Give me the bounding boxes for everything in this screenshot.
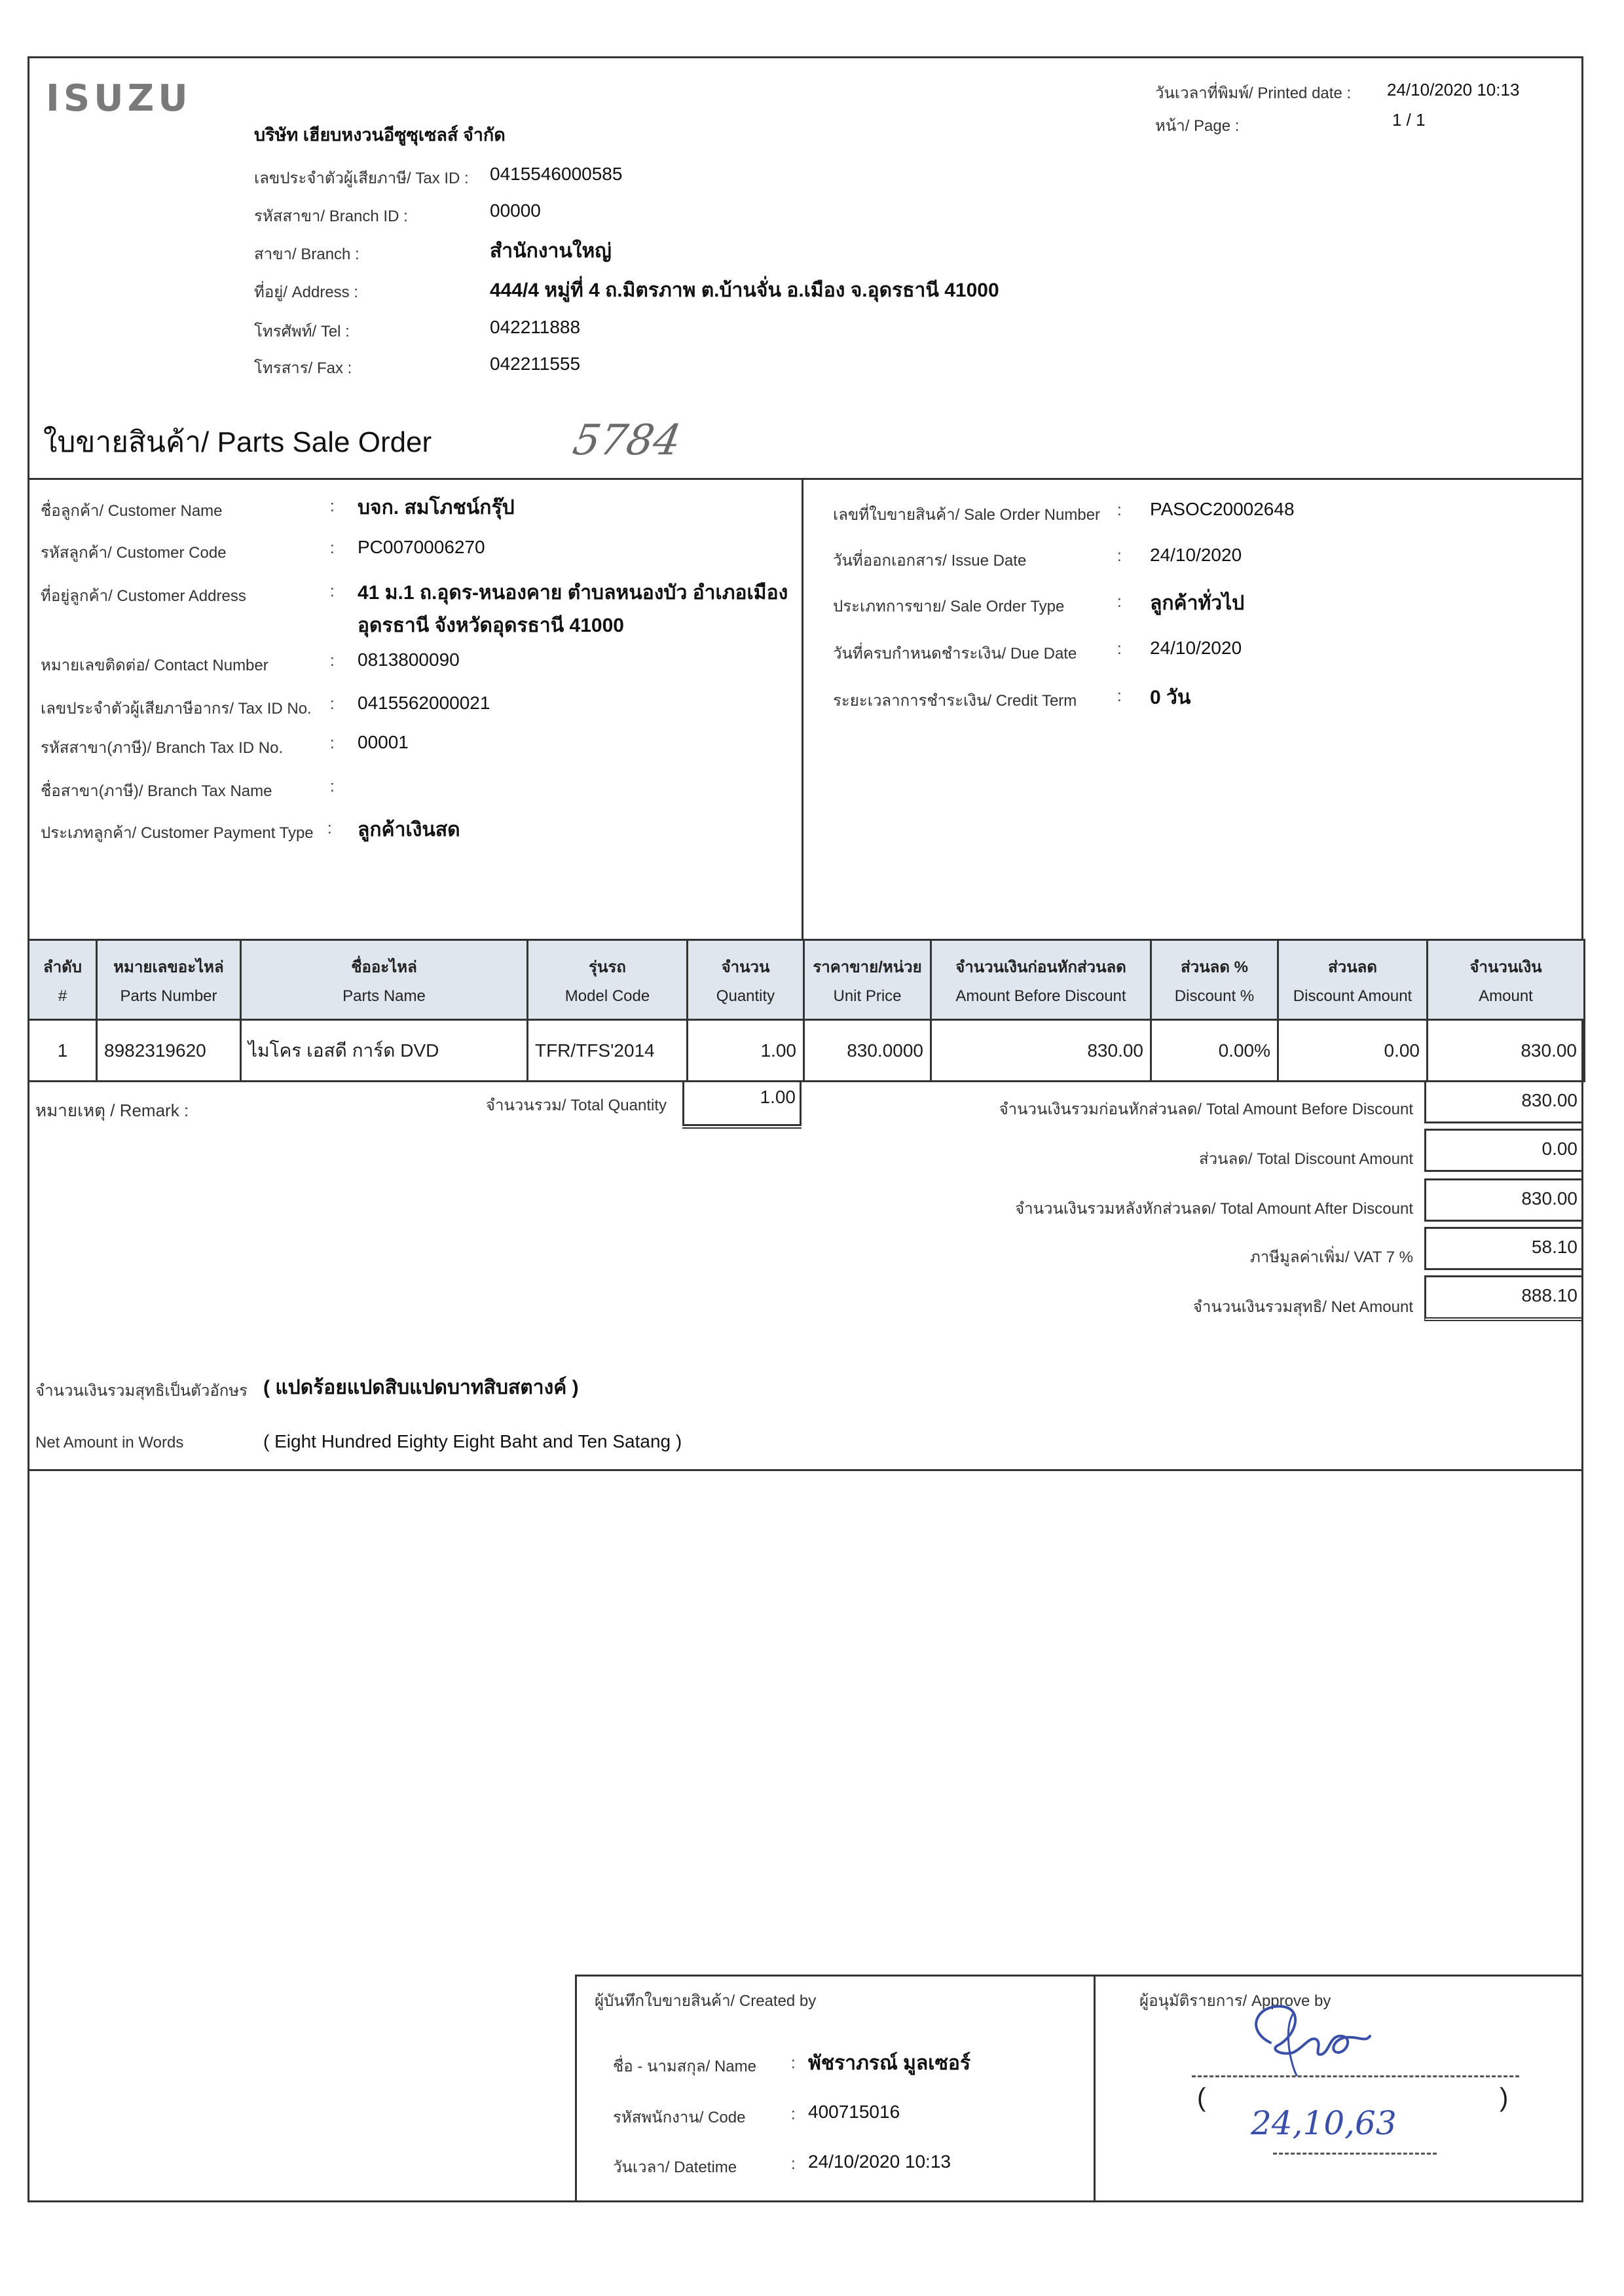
cell-amount: 830.00 xyxy=(1428,1020,1585,1082)
branch-id-value: 00000 xyxy=(490,200,541,221)
colon: : xyxy=(327,820,332,837)
branch-label: สาขา/ Branch : xyxy=(254,246,360,263)
customer-tax-id-label: เลขประจำตัวผู้เสียภาษีอากร/ Tax ID No. xyxy=(41,700,312,718)
close-paren: ) xyxy=(1500,2083,1509,2112)
branch-tax-id-label: รหัสสาขา(ภาษี)/ Branch Tax ID No. xyxy=(41,739,284,757)
address-value: 444/4 หมู่ที่ 4 ถ.มิตรภาพ ต.บ้านจั่น อ.เมือง จ.อุดรธานี 41000 xyxy=(490,280,999,301)
table-header-row xyxy=(29,940,1585,1020)
customer-code-value: PC0070006270 xyxy=(358,537,485,557)
vat-value: 58.10 xyxy=(1424,1227,1583,1270)
colon: : xyxy=(1117,501,1122,519)
order-number-value: PASOC20002648 xyxy=(1150,499,1295,519)
credit-term-value: 0 วัน xyxy=(1150,687,1191,708)
colon: : xyxy=(1117,547,1122,565)
colon: : xyxy=(330,498,335,515)
address-label: ที่อยู่/ Address : xyxy=(254,283,359,301)
amount-words-en: ( Eight Hundred Eighty Eight Baht and Ten Satang ) xyxy=(263,1431,682,1451)
total-discount-label: ส่วนลด/ Total Discount Amount xyxy=(1199,1150,1413,1168)
approve-by-title: ผู้อนุมัติรายการ/ Approve by xyxy=(1139,1992,1331,2010)
tax-id-value: 0415546000585 xyxy=(490,164,623,184)
colon: : xyxy=(330,695,335,713)
creator-code-label: รหัสพนักงาน/ Code xyxy=(613,2109,746,2126)
cell-amount-before-discount: 830.00 xyxy=(931,1020,1151,1082)
colon: : xyxy=(791,2054,796,2072)
cell-discount-percent: 0.00% xyxy=(1151,1020,1278,1082)
contact-number-value: 0813800090 xyxy=(358,649,460,670)
total-quantity-label: จำนวนรวม/ Total Quantity xyxy=(485,1097,667,1114)
approval-handwritten-date: 24,10,63 xyxy=(1251,2104,1397,2142)
page-value: 1 / 1 xyxy=(1392,110,1426,130)
colon: : xyxy=(791,2155,796,2173)
total-discount-value: 0.00 xyxy=(1424,1129,1583,1172)
column-header-model-code: รุ่นรถ Model Code xyxy=(528,940,688,1020)
column-header-discount-percent: ส่วนลด % Discount % xyxy=(1151,940,1278,1020)
remark-label: หมายเหตุ / Remark : xyxy=(35,1101,189,1120)
column-header-parts-name: ชื่ออะไหล่ Parts Name xyxy=(241,940,528,1020)
tax-id-label: เลขประจำตัวผู้เสียภาษี/ Tax ID : xyxy=(254,170,469,187)
cell-quantity: 1.00 xyxy=(688,1020,804,1082)
total-before-discount-value: 830.00 xyxy=(1424,1080,1583,1123)
colon: : xyxy=(330,539,335,557)
amount-words-thai-label: จำนวนเงินรวมสุทธิเป็นตัวอักษร xyxy=(35,1382,248,1400)
due-date-value: 24/10/2020 xyxy=(1150,638,1242,658)
divider xyxy=(28,478,1583,480)
fax-label: โทรสาร/ Fax : xyxy=(254,359,352,377)
column-header-unit-price: ราคาขาย/หน่วย Unit Price xyxy=(804,940,931,1020)
colon: : xyxy=(330,778,335,795)
cell-no: 1 xyxy=(29,1020,97,1082)
column-header-amount-before-discount: จำนวนเงินก่อนหักส่วนลด Amount Before Discount xyxy=(931,940,1151,1020)
created-by-title: ผู้บันทึกใบขายสินค้า/ Created by xyxy=(595,1992,817,2010)
issue-date-label: วันที่ออกเอกสาร/ Issue Date xyxy=(833,552,1027,570)
total-after-discount-label: จำนวนเงินรวมหลังหักส่วนลด/ Total Amount After Discount xyxy=(1015,1200,1413,1218)
cell-unit-price: 830.0000 xyxy=(804,1020,931,1082)
colon: : xyxy=(791,2105,796,2123)
fax-value: 042211555 xyxy=(490,354,581,374)
cell-part-name: ไมโคร เอสดี การ์ด DVD xyxy=(241,1020,528,1082)
net-amount-value: 888.10 xyxy=(1424,1275,1583,1321)
customer-address-line2: อุดรธานี จังหวัดอุดรธานี 41000 xyxy=(358,615,624,636)
colon: : xyxy=(330,652,335,670)
branch-id-label: รหัสสาขา/ Branch ID : xyxy=(254,208,408,225)
isuzu-logo: ISUZU xyxy=(46,77,192,120)
contact-number-label: หมายเลขติดต่อ/ Contact Number xyxy=(41,657,268,674)
handwritten-number: 5784 xyxy=(569,416,685,465)
customer-address-label: ที่อยู่ลูกค้า/ Customer Address xyxy=(41,587,246,605)
divider xyxy=(28,1469,1583,1471)
sale-order-type-label: ประเภทการขาย/ Sale Order Type xyxy=(833,598,1065,615)
date-line xyxy=(1273,2153,1437,2155)
total-after-discount-value: 830.00 xyxy=(1424,1178,1583,1222)
printed-date-value: 24/10/2020 10:13 xyxy=(1387,80,1520,100)
open-paren: ( xyxy=(1197,2083,1206,2112)
column-header-amount: จำนวนเงิน Amount xyxy=(1428,940,1585,1020)
amount-words-en-label: Net Amount in Words xyxy=(35,1434,184,1451)
cell-part-number: 8982319620 xyxy=(97,1020,241,1082)
branch-tax-name-label: ชื่อสาขา(ภาษี)/ Branch Tax Name xyxy=(41,782,272,800)
issue-date-value: 24/10/2020 xyxy=(1150,545,1242,565)
colon: : xyxy=(330,735,335,752)
total-before-discount-label: จำนวนเงินรวมก่อนหักส่วนลด/ Total Amount Before Discount xyxy=(999,1101,1413,1118)
page-label: หน้า/ Page : xyxy=(1155,117,1240,135)
column-header-discount-amount: ส่วนลด Discount Amount xyxy=(1278,940,1428,1020)
payment-type-label: ประเภทลูกค้า/ Customer Payment Type xyxy=(41,824,314,842)
branch-value: สำนักงานใหญ่ xyxy=(490,240,612,262)
colon: : xyxy=(1117,687,1122,705)
printed-date-label: วันเวลาที่พิมพ์/ Printed date : xyxy=(1155,84,1352,102)
tel-label: โทรศัพท์/ Tel : xyxy=(254,323,350,340)
customer-name-label: ชื่อลูกค้า/ Customer Name xyxy=(41,502,223,520)
customer-tax-id-value: 0415562000021 xyxy=(358,693,490,713)
approver-signature xyxy=(1231,1990,1388,2082)
net-amount-label: จำนวนเงินรวมสุทธิ/ Net Amount xyxy=(1192,1298,1413,1316)
total-quantity-value: 1.00 xyxy=(682,1080,802,1126)
customer-address-line1: 41 ม.1 ถ.อุดร-หนองคาย ตำบลหนองบัว อำเภอเมือง xyxy=(358,582,788,604)
due-date-label: วันที่ครบกำหนดชำระเงิน/ Due Date xyxy=(833,645,1077,663)
payment-type-value: ลูกค้าเงินสด xyxy=(358,819,460,841)
amount-words-thai: ( แปดร้อยแปดสิบแปดบาทสิบสตางค์ ) xyxy=(263,1377,579,1398)
document-title: ใบขายสินค้า/ Parts Sale Order xyxy=(43,426,432,458)
sale-order-type-value: ลูกค้าทั่วไป xyxy=(1150,592,1245,614)
company-name: บริษัท เฮียบหงวนอีซูซุเซลส์ จำกัด xyxy=(254,125,506,145)
colon: : xyxy=(1117,593,1122,611)
column-header-no: ลำดับ # xyxy=(29,940,97,1020)
vat-label: ภาษีมูลค่าเพิ่ม/ VAT 7 % xyxy=(1249,1248,1413,1266)
underline xyxy=(682,1127,802,1129)
column-header-quantity: จำนวน Quantity xyxy=(688,940,804,1020)
branch-tax-id-value: 00001 xyxy=(358,732,409,752)
creator-datetime-label: วันเวลา/ Datetime xyxy=(613,2159,737,2176)
creator-code-value: 400715016 xyxy=(808,2102,900,2122)
creator-datetime-value: 24/10/2020 10:13 xyxy=(808,2151,951,2172)
customer-code-label: รหัสลูกค้า/ Customer Code xyxy=(41,544,227,562)
colon: : xyxy=(1117,640,1122,658)
table-row xyxy=(29,1020,1585,1082)
tel-value: 042211888 xyxy=(490,317,581,337)
column-header-parts-number: หมายเลขอะไหล่ Parts Number xyxy=(97,940,241,1020)
order-number-label: เลขที่ใบขายสินค้า/ Sale Order Number xyxy=(833,506,1101,524)
creator-name-value: พัชราภรณ์ มูลเซอร์ xyxy=(808,2052,971,2074)
signature-line xyxy=(1192,2075,1519,2077)
divider xyxy=(1094,1975,1096,2202)
customer-name-value: บจก. สมโภชน์กรุ๊ป xyxy=(358,497,515,519)
cell-model-code: TFR/TFS'2014 xyxy=(528,1020,688,1082)
items-table xyxy=(28,939,1585,1082)
cell-discount-amount: 0.00 xyxy=(1278,1020,1428,1082)
divider xyxy=(802,478,803,939)
creator-name-label: ชื่อ - นามสกุล/ Name xyxy=(613,2058,756,2075)
credit-term-label: ระยะเวลาการชำระเงิน/ Credit Term xyxy=(833,692,1077,710)
colon: : xyxy=(330,583,335,600)
